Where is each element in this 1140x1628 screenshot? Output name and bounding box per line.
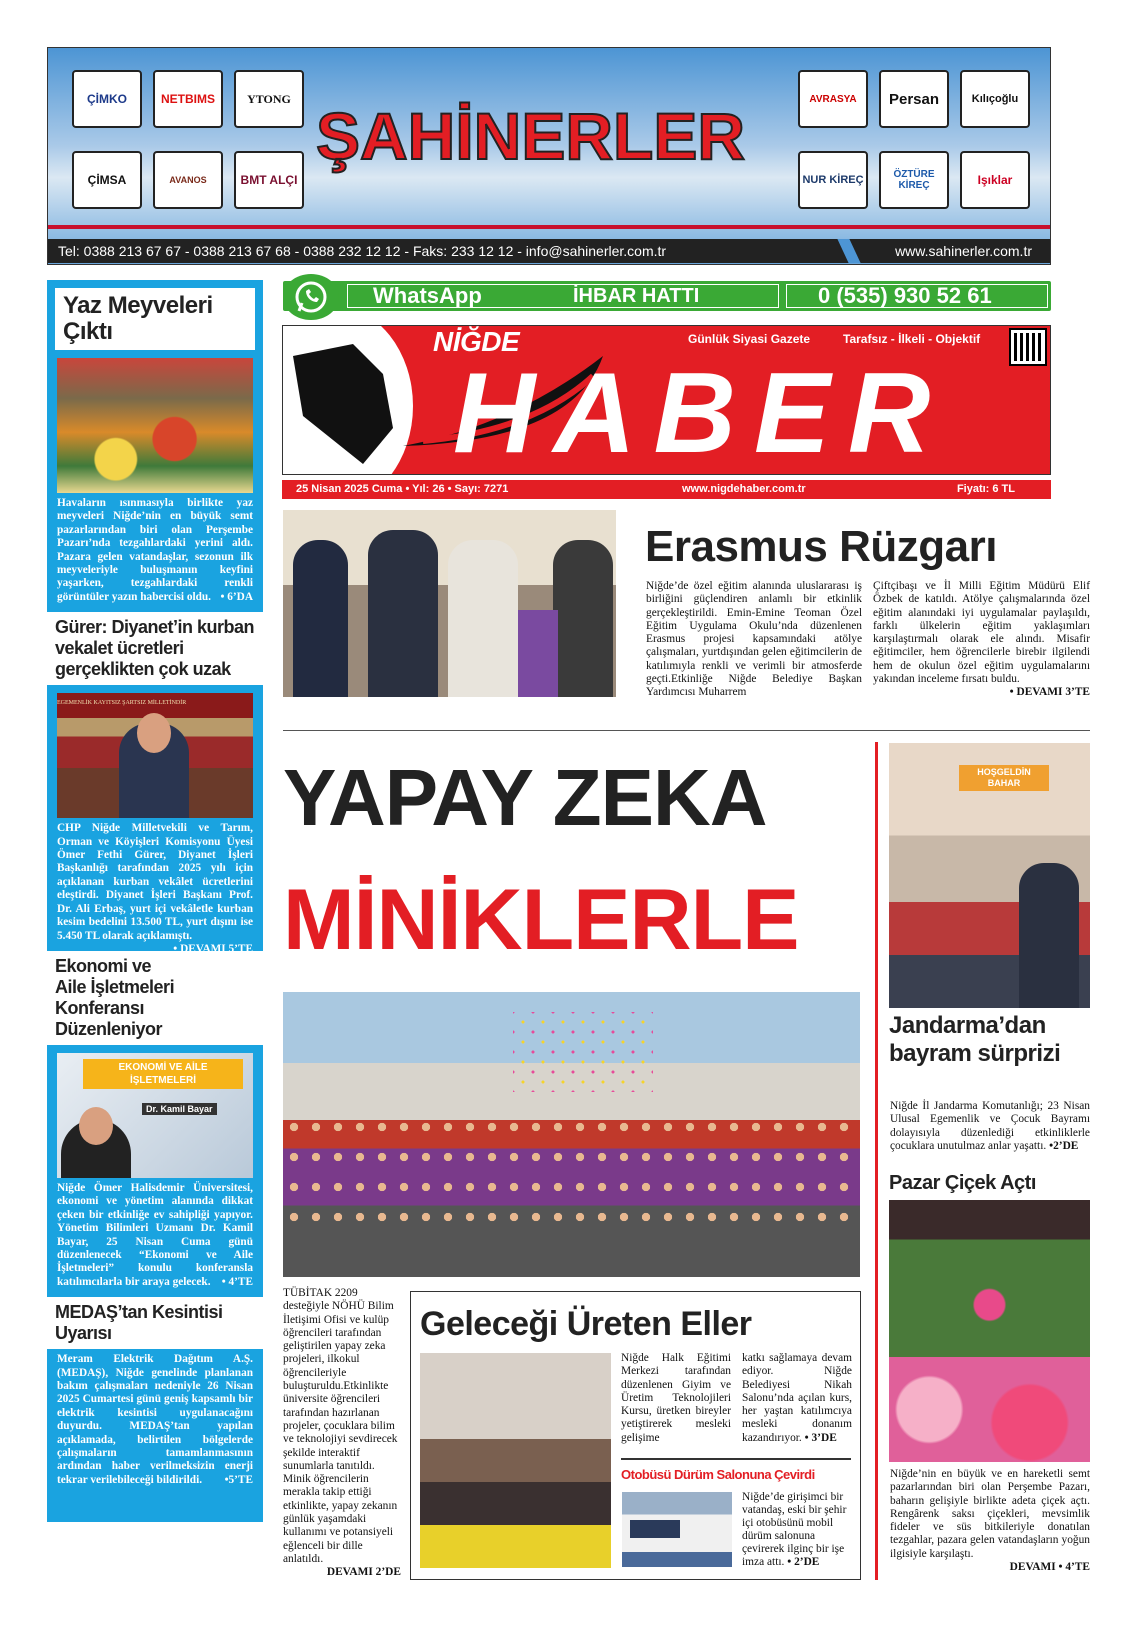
logo-persan: Persan [879,70,949,128]
bus-body: Niğde’de girişimci bir vatandaş, eski bir şehir içi otobüsünü mobil dürüm salonuna çevirerek ilginç bir işe imza attı. • 2’DE [742,1491,847,1568]
poster-speaker: Dr. Kamil Bayar [142,1103,217,1115]
banner-contact: Tel: 0388 213 67 67 - 0388 213 67 68 - 0388 232 12 12 - Faks: 233 12 12 - info@sahinerler.com.tr [58,243,667,259]
whatsapp-hotline-bar[interactable] [283,281,1051,311]
box-headline: Geleceği Üreten Eller [420,1305,752,1343]
story-fruit [47,280,263,604]
banner-brand: ŞAHİNERLER [316,99,746,173]
logo-nur-kirec: NUR KİREÇ [798,151,868,209]
logo-cimsa: ÇİMSA [72,151,142,209]
story-ekonomi [47,943,263,1289]
whatsapp-label: WhatsApp [373,283,482,308]
story-body: CHP Niğde Milletvekili ve Tarım, Orman ve Köyişleri Komisyonu Üyesi Ömer Fethi Gürer, Diyanet İşleri Başkanlığı tarafından 2025 yılı için açıklanan kurban vekâlet ücretlerini eleştirdi. Diyanet İşleri Başkanı Prof. Dr. Ali Erbaş, yurt içi vekâletle kurban kesim bedelini 13.500 TL, yurt dışını ise 5.450 TL olarak açıklamıştı. • DEVAMI 5’TE [57,822,253,955]
photo-fruit-market[interactable] [57,358,253,493]
issue-info: 25 Nisan 2025 Cuma • Yıl: 26 • Sayı: 7271 [296,483,509,495]
pazar-headline: Pazar Çiçek Açtı [889,1172,1036,1194]
logo-isiklar: Işıklar [960,151,1030,209]
newspaper-url[interactable]: www.nigdehaber.com.tr [682,483,806,495]
story-headline: MEDAŞ’tan Kesintisi Uyarısı [55,1302,223,1344]
logo-cimko: ÇİMKO [72,70,142,128]
hotline-label: İHBAR HATTI [573,285,700,307]
masthead [282,325,1051,475]
bus-headline: Otobüsü Dürüm Salonuna Çevirdi [621,1467,815,1482]
story-headline: Gürer: Diyanet’in kurban vekalet ücretleri gerçeklikten çok uzak [55,617,255,680]
box-body-col1: Niğde Halk Eğitimi Merkezi tarafından düzenlenen Giyim ve Üretim Teknolojileri Kursu, üretken bireyler yetiştirerek mesleki gelişime [621,1352,731,1444]
logo-bmt-alci: BMT ALÇI [234,151,304,209]
logo-netbims: NETBIMS [153,70,223,128]
dateline-bar [282,480,1051,499]
photo-conference-poster[interactable] [57,1053,253,1178]
poster-title: EKONOMİ VE AİLE İŞLETMELERİ [83,1059,243,1089]
divider [621,1458,851,1460]
story-body: Niğde Ömer Halisdemir Üniversitesi, ekonomi ve yönetim alanında dikkat çeken bir etkinliğe ev sahipliği yapıyor. Yönetim Bilimleri Uzmanı Dr. Kamil Bayar, 25 Nisan Cuma günü düzenlenecek “Ekonomi ve Aile İşletmeleri” konulu konferansla katılımcılarla bir araya gelecek. • 4’TE [57,1181,253,1288]
logo-avanos: AVANOS [153,151,223,209]
main-headline-line2: MİNİKLERLE [283,872,799,968]
logo-ytong: YTONG [234,70,304,128]
story-gurer [47,604,263,955]
erasmus-headline: Erasmus Rüzgarı [645,522,997,571]
main-body: TÜBİTAK 2209 desteğiyle NÖHÜ Bilim İletişimi Ofisi ve kulüp öğrencileri tarafından geliştirilen yapay zeka projeleri, ilkokul öğrencileriyle buluşturuldu.Etkinlikte üniversite öğrencileri tarafından hazırlanan projeler, çocuklara bilim ve teknolojiyi sevdirecek şekilde interaktif sunumlarla tanıtıldı. Minik öğrencilerin merakla takip ettiği etkinlikte, yapay zekanın günlük yaşamdaki kullanımı ve potansiyeli eğlenceli bir dille anlatıldı. DEVAMI 2’DE [283,1287,401,1579]
banner-website[interactable]: www.sahinerler.com.tr [895,243,1032,259]
story-body: Havaların ısınmasıyla birlikte yaz meyveleri Niğde’nin en büyük semt pazarlarından biri olan Perşembe Pazarı’nda tezgahlardaki yerini aldı. Pazara gelen vatandaşlar, sezonun ilk meyveleriyle buluşmanın keyfini yaşarken, tezgahlardaki renkli görüntüler yazın habercisi oldu. • 6’DA [57,497,253,603]
masthead-tagline: Günlük Siyasi Gazete [688,332,811,346]
photo-children-ai-event[interactable] [283,992,860,1277]
logo-ozture-kirec: ÖZTÜRE KİREÇ [879,151,949,209]
photo-gurer-parliament[interactable] [57,693,253,818]
masthead-motto: Tarafsız - İlkeli - Objektif [843,332,981,346]
pazar-more[interactable]: DEVAMI • 4’TE [1009,1561,1090,1574]
hotline-phone[interactable]: 0 (535) 930 52 61 [818,283,992,308]
box-body-col2: katkı sağlamaya devam ediyor. Niğde Belediyesi Nikah Salonu’nda açılan kurs, her yaştan katılımcıya mesleki donanım kazandırıyor. • 3’DE [742,1352,852,1444]
photo-sewing-course[interactable] [420,1353,611,1568]
story-body: Meram Elektrik Dağıtım A.Ş. (MEDAŞ), Niğde genelinde planlanan bakım çalışmaları nedeniyle 26 Nisan 2025 Cumartesi günü geniş kapsamlı bir elektrik kesintisi uygulanacağını duyurdu. MEDAŞ’tan yapılan açıklamada, belirtilen bölgelerde çalışmaların tamamlanmasının ardından haber verilmeksizin enerji tekrar verilebileceği bildirildi. •5’TE [57,1353,253,1486]
banner-contact-bar [48,239,1050,263]
erasmus-body-col2: Çiftçibaşı ve İl Milli Eğitim Müdürü Elif Özbek de katıldı. Atölye çalışmalarında özel eğitim alanındaki iyi uygulamalar paylaşıldı, farklı ülkelerin eğitim yaklaşımları karşılaştırmalı olarak ele alındı. Misafir eğitimciler, hem öğrencilerle birebir ilgilendi hem de okulun özel eğitim uygulamalarını yakından inceleme fırsatı buldu. • DEVAMI 3’TE [873,580,1090,699]
story-headline: Yaz Meyveleri Çıktı [63,292,213,345]
banner-red-stripe [48,225,1050,229]
jandarma-body: Niğde İl Jandarma Komutanlığı; 23 Nisan Ulusal Egemenlik ve Çocuk Bayramı dolayısıyla düzenlediği etkinliklerle çocuklara unutulmaz anlar yaşattı. •2’DE [890,1100,1090,1152]
whatsapp-icon [283,274,339,320]
price: Fiyatı: 6 TL [956,483,1015,495]
masthead-name: HABER [453,350,949,475]
logo-avrasya: AVRASYA [798,70,868,128]
masthead-city: NİĞDE [433,326,520,357]
photo-sign: HOŞGELDİN BAHAR [959,765,1049,791]
photo-bus-restaurant[interactable] [622,1492,732,1567]
story-headline: Ekonomi ve Aile İşletmeleri Konferansı Düzenleniyor [55,955,175,1039]
red-column-rule [875,742,878,1580]
story-medas [47,1289,263,1487]
qr-code-icon[interactable] [1011,330,1045,364]
logo-kilicoglu: Kılıçoğlu [960,70,1030,128]
photo-caption: EGEMENLİK KAYITSIZ ŞARTSIZ MİLLETİNDİR [57,700,187,707]
main-headline-line1: YAPAY ZEKA [283,753,767,842]
left-column [47,280,263,1522]
photo-flower-market[interactable] [889,1200,1090,1462]
divider [283,730,1090,731]
advertisement-banner[interactable] [47,47,1051,265]
erasmus-body-col1: Niğde’de özel eğitim alanında uluslararası iş birliğini güçlendiren anlamlı bir etkinlik gerçekleştirildi. Emin-Emine Teoman Özel Eğitim Uygulama Okulu’nda düzenlenen Erasmus projesi kapsamındaki atölye çalışmaları, yurtdışından gelen eğitimcilerin de katılımıyla renkli ve verimli bir atmosferde geçti.Etkinliğe Niğde Belediye Başkan Yardımcısı Muharrem [646,580,862,699]
jandarma-headline: Jandarma’dan bayram sürprizi [889,1012,1061,1067]
pazar-body: Niğde’nin en büyük ve en hareketli semt pazarlarından biri olan Perşembe Pazarı, baharın gelişiyle birlikte adeta çiçek açtı. Rengârenk saksı çiçekleri, mevsimlik fideler ve süs bitkileriyle donatılan tezgahlar, pazara gelen vatandaşların yoğun ilgisiyle karşılaştı. DEVAMI • 4’TE [890,1468,1090,1574]
photo-jandarma-children[interactable] [889,743,1090,1008]
photo-erasmus-group[interactable] [283,510,616,697]
